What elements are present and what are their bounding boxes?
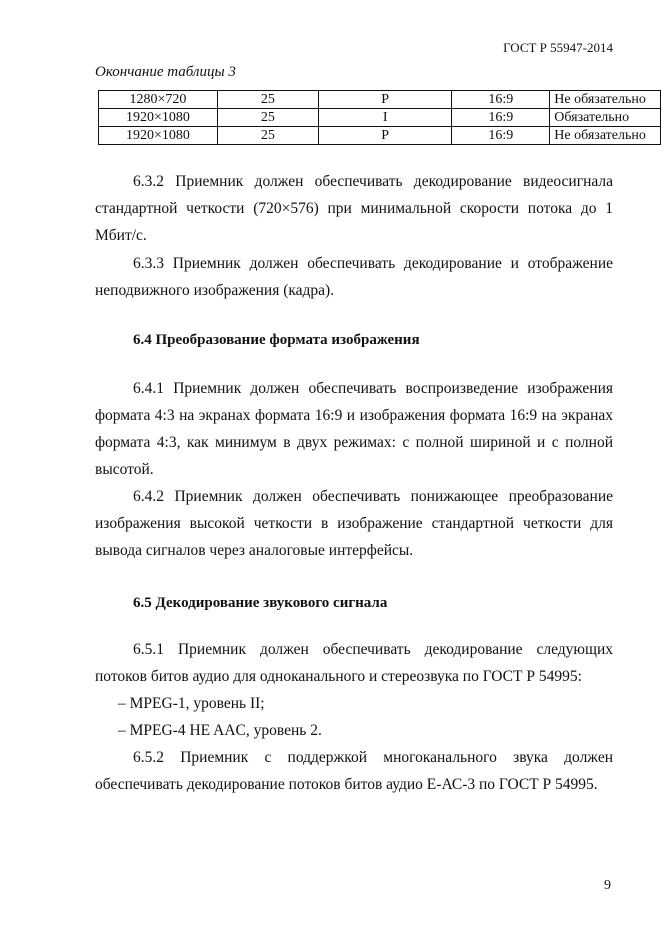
- scan-type-cell: I: [319, 109, 452, 127]
- paragraph-6-4-1: 6.4.1 Приемник должен обеспечивать воспроизведение изображения формата 4:3 на экранах формата 16:9 и изображения формата 16:9 на экранах формата 4:3, как минимум в двух режимах: с полной шириной и с полной высотой.: [95, 380, 613, 478]
- requirement-cell: Не обязательно: [550, 127, 661, 145]
- table-caption: Окончание таблицы 3: [95, 64, 236, 80]
- table-row: [99, 127, 661, 145]
- requirement-cell: Обязательно: [550, 109, 661, 127]
- table-row: [99, 91, 661, 109]
- page-number: 9: [604, 878, 611, 893]
- frame-rate-cell: 25: [217, 91, 318, 109]
- list-item: – MPEG-1, уровень II;: [118, 695, 265, 712]
- resolution-cell: 1280×720: [99, 91, 218, 109]
- data-table: [98, 90, 661, 145]
- aspect-ratio-cell: 16:9: [452, 91, 550, 109]
- frame-rate-cell: 25: [217, 127, 318, 145]
- section-heading-6-4: 6.4 Преобразование формата изображения: [133, 332, 420, 348]
- list-item: – MPEG-4 HE AAC, уровень 2.: [118, 722, 322, 739]
- scan-type-cell: P: [319, 91, 452, 109]
- paragraph-6-3-3: 6.3.3 Приемник должен обеспечивать декодирование и отображение неподвижного изображения (кадра).: [95, 255, 613, 299]
- aspect-ratio-cell: 16:9: [452, 127, 550, 145]
- frame-rate-cell: 25: [217, 109, 318, 127]
- paragraph-6-5-1: 6.5.1 Приемник должен обеспечивать декодирование следующих потоков битов аудио для одноканального и стереозвука по ГОСТ Р 54995:: [95, 641, 613, 685]
- resolution-cell: 1920×1080: [99, 127, 218, 145]
- scan-type-cell: P: [319, 127, 452, 145]
- aspect-ratio-cell: 16:9: [452, 109, 550, 127]
- section-heading-6-5: 6.5 Декодирование звукового сигнала: [133, 595, 388, 611]
- requirement-cell: Не обязательно: [550, 91, 661, 109]
- paragraph-6-3-2: 6.3.2 Приемник должен обеспечивать декодирование видеосигнала стандартной четкости (720×576) при минимальной скорости потока до 1 Мбит/с.: [95, 173, 613, 244]
- paragraph-6-5-2: 6.5.2 Приемник с поддержкой многоканального звука должен обеспечивать декодирование потоков битов аудио Е-АС-3 по ГОСТ Р 54995.: [95, 749, 613, 793]
- table-row: [99, 109, 661, 127]
- standard-number: ГОСТ Р 55947-2014: [503, 40, 613, 55]
- resolution-cell: 1920×1080: [99, 109, 218, 127]
- paragraph-6-4-2: 6.4.2 Приемник должен обеспечивать понижающее преобразование изображения высокой четкости в изображение стандартной четкости для вывода сигналов через аналоговые интерфейсы.: [95, 488, 613, 559]
